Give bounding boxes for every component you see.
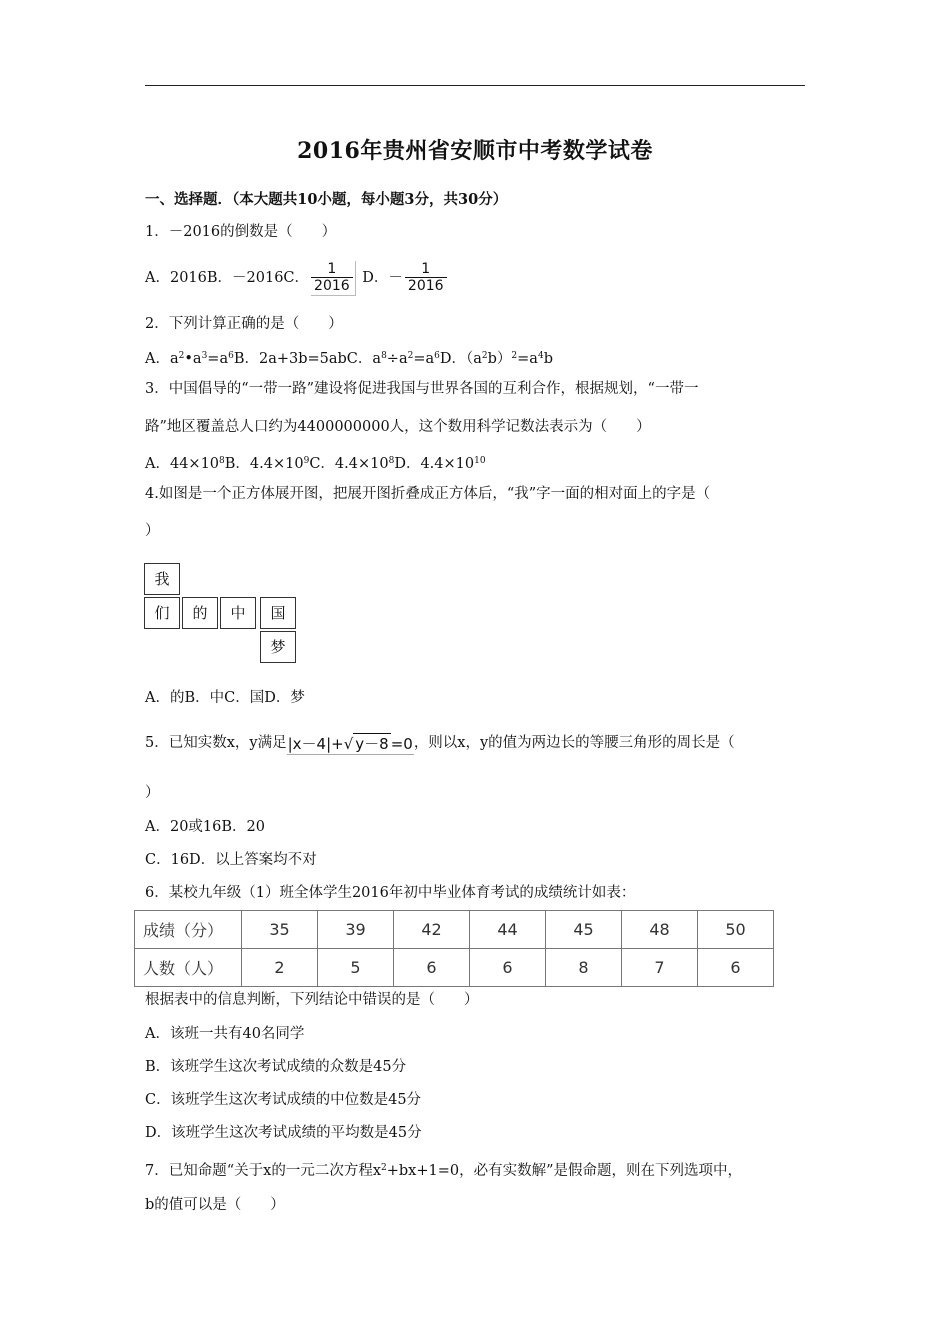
question-2-options: A．$a^2•a^3=a^6B$．2a+3b=5abC．$a^8\div a^2=a^6D$．$(a^2b)^2=a^4b$: [145, 351, 553, 367]
table-cell: 48: [622, 911, 698, 949]
question-3-line-1: 3．中国倡导的“一带一路”建设将促进我国与世界各国的互利合作，根据规划，“一带一: [145, 381, 699, 397]
question-6-option-b: B．该班学生这次考试成绩的众数是45分: [145, 1059, 407, 1075]
score-table: [134, 910, 774, 987]
table-row-header: 成绩（分）: [135, 911, 242, 949]
table-row: [135, 949, 774, 987]
q1-option-ab: A．2016B．－2016C．: [145, 270, 310, 286]
question-6-option-a: A．该班一共有40名同学: [145, 1026, 305, 1042]
cube-net-figure: [144, 563, 300, 667]
page-title: 2016年贵州省安顺市中考数学试卷: [297, 138, 653, 164]
table-row: [135, 911, 774, 949]
question-6-option-c: C．该班学生这次考试成绩的中位数是45分: [145, 1092, 422, 1108]
net-cell-zhong: 中: [220, 597, 256, 629]
net-cell-meng: 梦: [260, 631, 296, 663]
q5-equation: |x－4|+√ y－8 =0: [287, 735, 413, 753]
question-1-options: [145, 258, 449, 298]
table-cell: 2: [242, 949, 318, 987]
net-cell-guo: 国: [260, 597, 296, 629]
q1-option-d-fraction: $\frac{1}{2016}$: [405, 261, 447, 295]
question-3-options: A．$44\times 10^8B$．$4.4\times 10^9C$．$4.4\times 10^8D$．$4.4\times 10^{10}$: [145, 456, 486, 472]
question-3-line-2: 路”地区覆盖总人口约为4400000000人，这个数用科学记数法表示为（ ）: [145, 419, 651, 435]
question-4-line-1: 4.如图是一个正方体展开图，把展开图折叠成正方体后，“我”字一面的相对面上的字是（: [145, 486, 711, 502]
question-1-stem: 1．－2016的倒数是（ ）: [145, 224, 337, 240]
table-cell: 44: [470, 911, 546, 949]
table-cell: 50: [698, 911, 774, 949]
net-cell-men: 们: [144, 597, 180, 629]
net-cell-de: 的: [182, 597, 218, 629]
question-4-options: A．的B．中C．国D．梦: [145, 690, 305, 706]
question-6-option-d: D．该班学生这次考试成绩的平均数是45分: [145, 1125, 422, 1141]
question-2-stem: 2．下列计算正确的是（ ）: [145, 316, 343, 332]
question-7-line-1: 7．已知命题“关于x的一元二次方程$x^2+bx+1=0$，必有实数解”是假命题，则在下列选项中，: [145, 1163, 743, 1179]
table-cell: 39: [318, 911, 394, 949]
question-6-stem: 6．某校九年级（1）班全体学生2016年初中毕业体育考试的成绩统计如表：: [145, 885, 636, 901]
table-row-header: 人数（人）: [135, 949, 242, 987]
question-6-prompt: 根据表中的信息判断，下列结论中错误的是（ ）: [145, 992, 479, 1008]
table-cell: 6: [698, 949, 774, 987]
net-cell-wo: 我: [144, 563, 180, 595]
table-cell: 45: [546, 911, 622, 949]
question-5-line-2: ）: [145, 785, 160, 801]
table-cell: 6: [394, 949, 470, 987]
q1-option-c-fraction: $\frac{1}{2016}$: [311, 261, 356, 296]
q1-option-d-label: D．－: [362, 270, 403, 286]
question-5-options-1: A．20或16B．20: [145, 819, 265, 835]
table-cell: 5: [318, 949, 394, 987]
table-cell: 7: [622, 949, 698, 987]
question-4-line-2: ）: [145, 523, 160, 539]
table-cell: 35: [242, 911, 318, 949]
table-cell: 42: [394, 911, 470, 949]
header-rule: [145, 85, 805, 86]
question-7-line-2: b的值可以是（ ）: [145, 1197, 285, 1213]
table-cell: 8: [546, 949, 622, 987]
question-5-line-1: 5．已知实数x，y满足|x－4|+√ y－8 =0，则以x，y的值为两边长的等腰三角形的周长是（: [145, 735, 735, 753]
section-heading: 一、选择题．（本大题共10小题，每小题3分，共30分）: [145, 191, 508, 208]
table-cell: 6: [470, 949, 546, 987]
question-5-options-2: C．16D．以上答案均不对: [145, 852, 317, 868]
